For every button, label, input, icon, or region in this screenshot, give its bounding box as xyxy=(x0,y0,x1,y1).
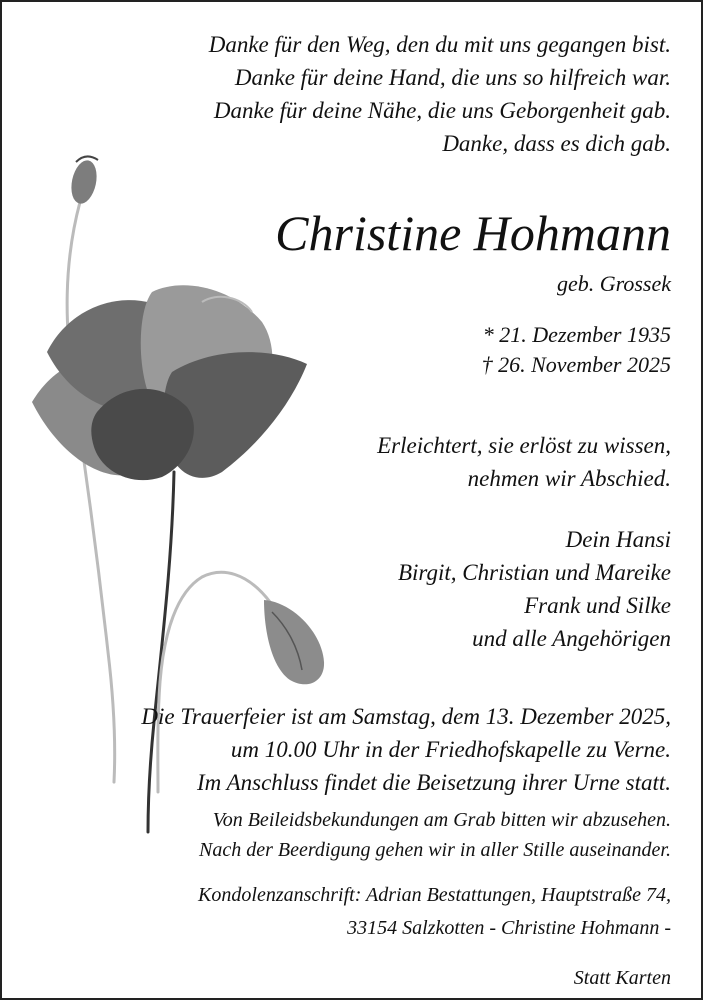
death-date: † 26. November 2025 xyxy=(481,352,671,377)
birth-name: geb. Grossek xyxy=(556,271,671,296)
life-dates xyxy=(482,320,671,380)
condolence-line: 33154 Salzkotten - Christine Hohmann - xyxy=(347,917,671,939)
deceased-name: Christine Hohmann xyxy=(275,205,671,261)
intro-verse xyxy=(209,28,671,160)
service-line: Die Trauerfeier ist am Samstag, dem 13. Dezember 2025, xyxy=(141,704,671,729)
mourner-line: Birgit, Christian und Mareike xyxy=(397,560,671,585)
funeral-service-info xyxy=(141,700,671,799)
farewell-statement xyxy=(377,429,671,495)
wishes-line: Nach der Beerdigung gehen wir in aller Stille auseinander. xyxy=(199,839,671,861)
intro-line: Danke für den Weg, den du mit uns gegangen bist. xyxy=(208,32,671,57)
statt-karten-note: Statt Karten xyxy=(573,967,671,989)
mourner-line: und alle Angehörigen xyxy=(472,626,671,651)
mourners-list xyxy=(398,523,671,655)
service-line: um 10.00 Uhr in der Friedhofskapelle zu Verne. xyxy=(230,737,671,762)
wishes-line: Von Beileidsbekundungen am Grab bitten wir abzusehen. xyxy=(212,809,671,831)
farewell-line: Erleichtert, sie erlöst zu wissen, xyxy=(377,433,671,458)
birth-date: * 21. Dezember 1935 xyxy=(482,322,671,347)
intro-line: Danke für deine Hand, die uns so hilfreich war. xyxy=(234,65,671,90)
condolence-line: Kondolenzanschrift: Adrian Bestattungen, Hauptstraße 74, xyxy=(198,884,671,906)
mourner-line: Dein Hansi xyxy=(565,527,671,552)
intro-line: Danke für deine Nähe, die uns Geborgenheit gab. xyxy=(213,98,671,123)
family-wishes xyxy=(199,805,671,865)
service-line: Im Anschluss findet die Beisetzung ihrer Urne statt. xyxy=(196,770,671,795)
intro-line: Danke, dass es dich gab. xyxy=(442,131,671,156)
mourner-line: Frank und Silke xyxy=(524,593,671,618)
condolence-address xyxy=(198,879,671,945)
farewell-line: nehmen wir Abschied. xyxy=(467,466,671,491)
